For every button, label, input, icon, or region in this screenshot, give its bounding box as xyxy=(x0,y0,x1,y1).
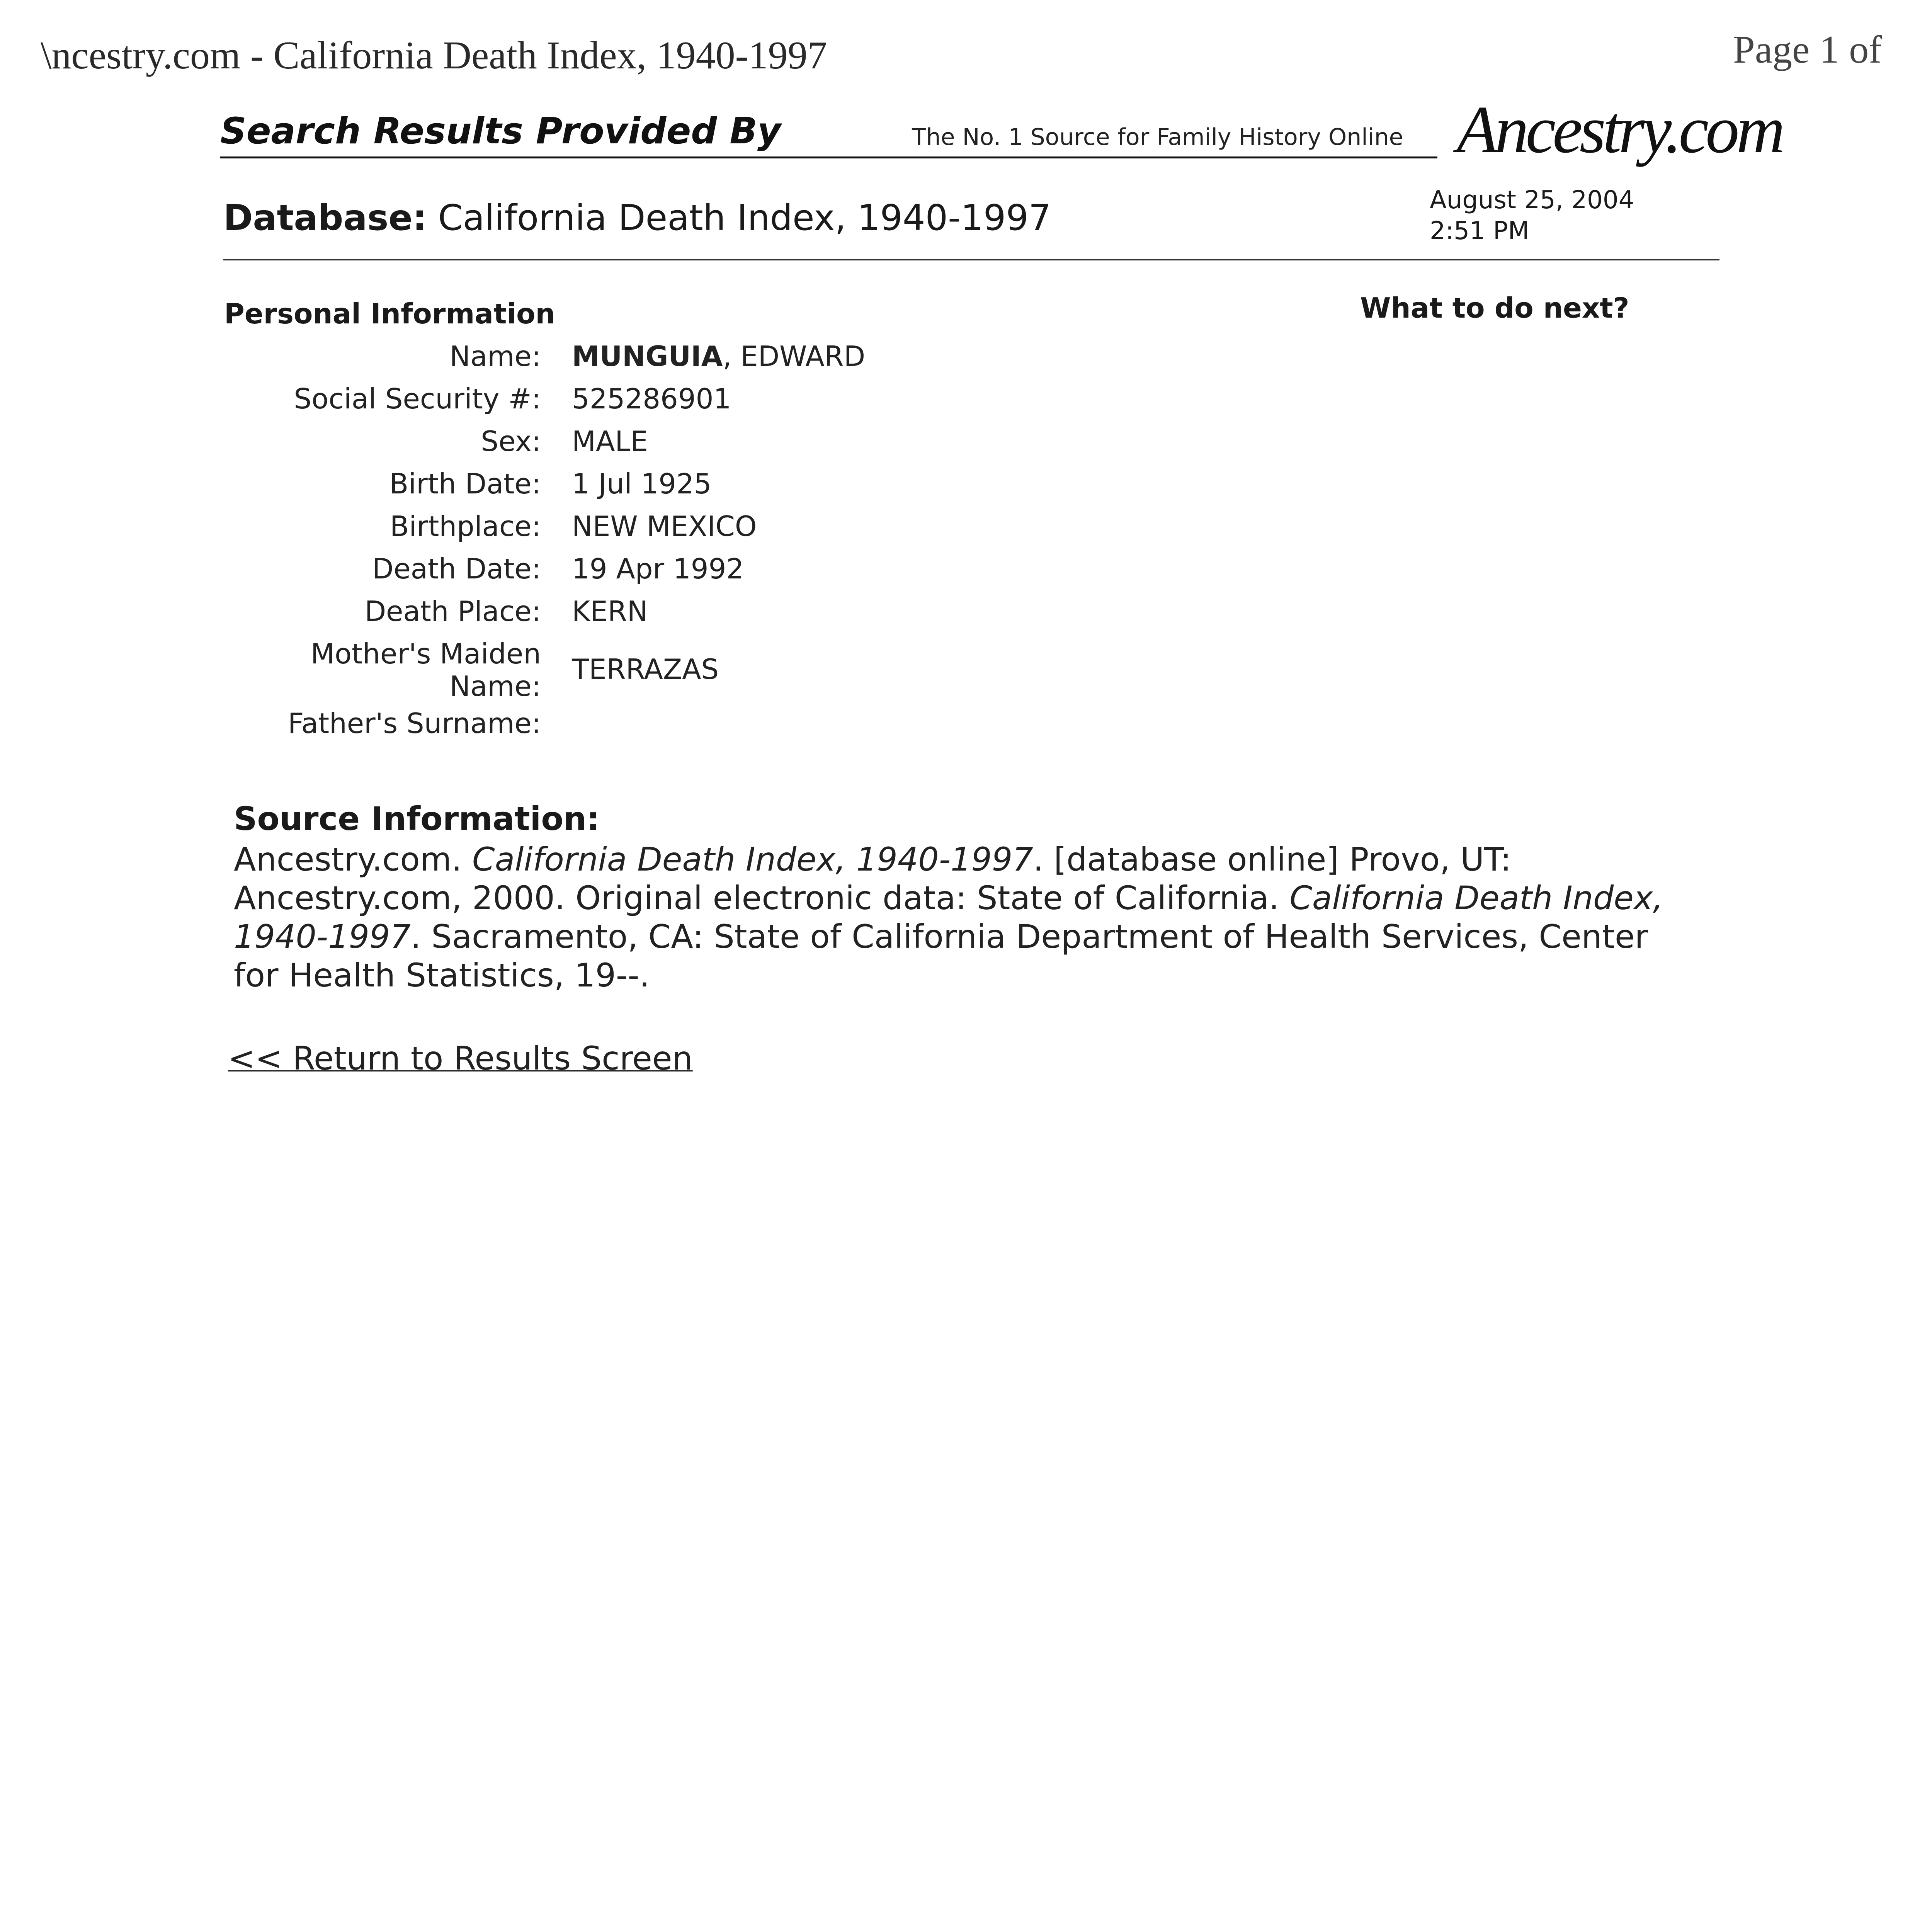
source-information-title: Source Information: xyxy=(234,800,600,838)
info-value: 19 Apr 1992 xyxy=(572,553,744,585)
given-name: , EDWARD xyxy=(723,340,866,372)
database-divider xyxy=(223,259,1719,260)
info-value: TERRAZAS xyxy=(572,653,719,685)
citation-text: Ancestry.com. xyxy=(234,840,473,878)
personal-information-title: Personal Information xyxy=(224,298,555,330)
info-label: Sex: xyxy=(481,425,541,457)
info-label: Father's Surname: xyxy=(288,707,541,740)
ancestry-banner xyxy=(220,92,1782,167)
info-label xyxy=(311,638,541,702)
what-to-do-next-title: What to do next? xyxy=(1360,292,1629,324)
print-header-page-number: Page 1 of xyxy=(1733,28,1882,71)
info-row-birth-date xyxy=(224,468,997,510)
timestamp-time: 2:51 PM xyxy=(1430,217,1529,245)
database-line xyxy=(223,197,1051,238)
info-value: 1 Jul 1925 xyxy=(572,468,712,500)
timestamp-date: August 25, 2004 xyxy=(1430,186,1634,214)
info-label-line: Name: xyxy=(449,670,541,702)
database-name: California Death Index, 1940-1997 xyxy=(438,197,1051,238)
info-row-name xyxy=(224,340,997,383)
citation-title: California Death Index, 1940-1997 xyxy=(472,840,1033,878)
print-timestamp xyxy=(1430,185,1634,247)
source-information xyxy=(234,800,1702,995)
source-citation xyxy=(234,840,1702,995)
citation-text: . [database online] Provo, UT: Ancestry.com, 2000. Original electronic data: State of California. xyxy=(234,840,1512,917)
info-row-ssn xyxy=(224,383,997,425)
info-row-death-date xyxy=(224,553,997,595)
info-value: NEW MEXICO xyxy=(572,510,757,543)
info-label-line: Mother's Maiden xyxy=(310,638,541,670)
info-value: 525286901 xyxy=(572,383,731,415)
info-label: Death Date: xyxy=(372,553,541,585)
ancestry-logo: Ancestry.com xyxy=(1457,92,1782,167)
info-row-death-place xyxy=(224,595,997,638)
print-header-title: \ncestry.com - California Death Index, 1940-1997 xyxy=(41,34,827,77)
personal-information-table xyxy=(224,340,997,750)
info-row-sex xyxy=(224,425,997,468)
info-value xyxy=(572,340,865,372)
info-value: KERN xyxy=(572,595,648,628)
search-results-provided-by: Search Results Provided By xyxy=(220,110,781,152)
info-label: Social Security #: xyxy=(294,383,541,415)
info-row-fathers-surname xyxy=(224,707,997,750)
info-label: Birth Date: xyxy=(389,468,541,500)
info-label: Birthplace: xyxy=(390,510,541,543)
info-value: MALE xyxy=(572,425,648,457)
banner-divider xyxy=(220,156,1437,158)
info-row-birthplace xyxy=(224,510,997,553)
surname: MUNGUIA xyxy=(572,340,723,372)
info-label: Name: xyxy=(449,340,541,372)
banner-tagline: The No. 1 Source for Family History Online xyxy=(912,124,1403,151)
info-row-mothers-maiden-name xyxy=(224,638,997,707)
database-label: Database: xyxy=(223,197,427,238)
citation-text: . Sacramento, CA: State of California Department of Health Services, Center for Health Statistics, 19--. xyxy=(234,918,1648,994)
return-to-results-link[interactable]: << Return to Results Screen xyxy=(228,1039,693,1077)
info-label: Death Place: xyxy=(364,595,541,628)
citation-title: California Death Index, 1940-1997 xyxy=(234,879,1663,956)
